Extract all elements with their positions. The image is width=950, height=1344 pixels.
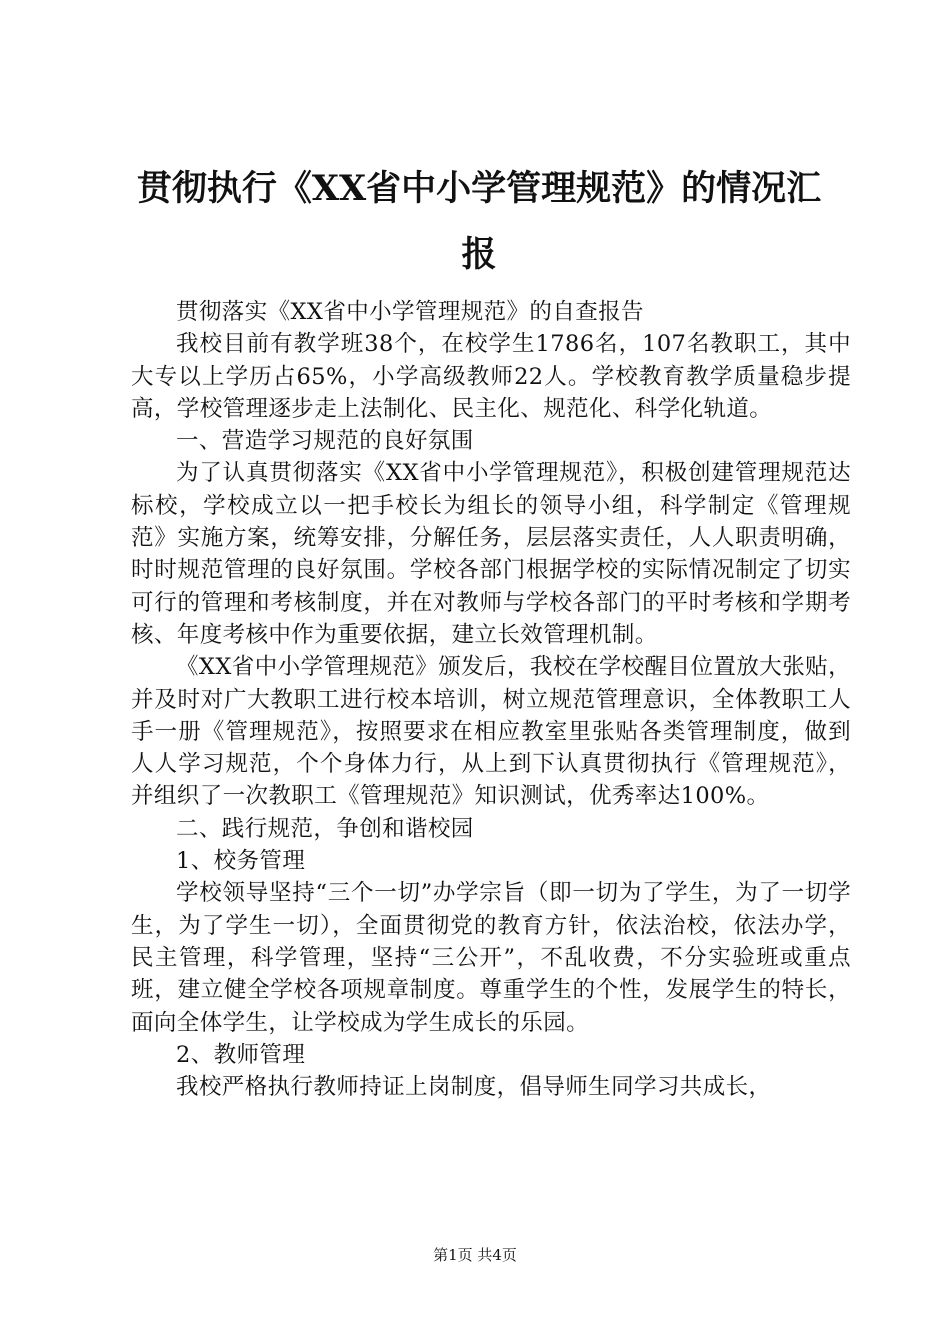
paragraph-subtitle: 贯彻落实《XX省中小学管理规范》的自查报告 — [176, 299, 644, 325]
subsection-heading-2-1: 1、校务管理 — [176, 848, 306, 875]
paragraph-section-2-2: 我校严格执行教师持证上岗制度，倡导师生同学习共成长， — [176, 1074, 772, 1101]
paragraph-intro: 我校目前有教学班38个，在校学生1786名，107名教职工，其中大专以上学历占65%，小学高级教师22人。学校教育教学质量稳步提高，学校管理逐步走上法制化、民主化、规范化、科学化轨道。 — [131, 331, 851, 422]
page-footer: 第1页 共4页 — [433, 1246, 517, 1264]
document-title: 贯彻执行《XX省中小学管理规范》的情况汇报 — [136, 168, 822, 275]
section-heading-2: 二、践行规范，争创和谐校园 — [176, 815, 474, 842]
subsection-heading-2-2: 2、教师管理 — [176, 1041, 306, 1068]
paragraph-section-1b: 《XX省中小学管理规范》颁发后，我校在学校醒目位置放大张贴，并及时对广大教职工进行校本培训，树立规范管理意识，全体教职工人手一册《管理规范》，按照要求在相应教室里张贴各类管理制度，做到人人学习规范，个个身体力行，从上到下认真贯彻执行《管理规范》，并组织了一次教职工《管理规范》知识测试，优秀率达100%。 — [131, 654, 851, 810]
paragraph-section-2-1: 学校领导坚持“三个一切”办学宗旨（即一切为了学生，为了一切学生，为了学生一切），全面贯彻党的教育方针，依法治校，依法办学，民主管理，科学管理，坚持“三公开”，不乱收费，不分实验班或重点班，建立健全学校各项规章制度。尊重学生的个性，发展学生的特长，面向全体学生，让学校成为学生成长的乐园。 — [131, 880, 851, 1036]
paragraph-section-1a: 为了认真贯彻落实《XX省中小学管理规范》，积极创建管理规范达标校，学校成立以一把手校长为组长的领导小组，科学制定《管理规范》实施方案，统筹安排，分解任务，层层落实责任，人人职责明确，时时规范管理的良好氛围。学校各部门根据学校的实际情况制定了切实可行的管理和考核制度，并在对教师与学校各部门的平时考核和学期考核、年度考核中作为重要依据，建立长效管理机制。 — [131, 460, 851, 648]
document-body — [131, 296, 851, 1103]
section-heading-1: 一、营造学习规范的良好氛围 — [176, 428, 474, 455]
